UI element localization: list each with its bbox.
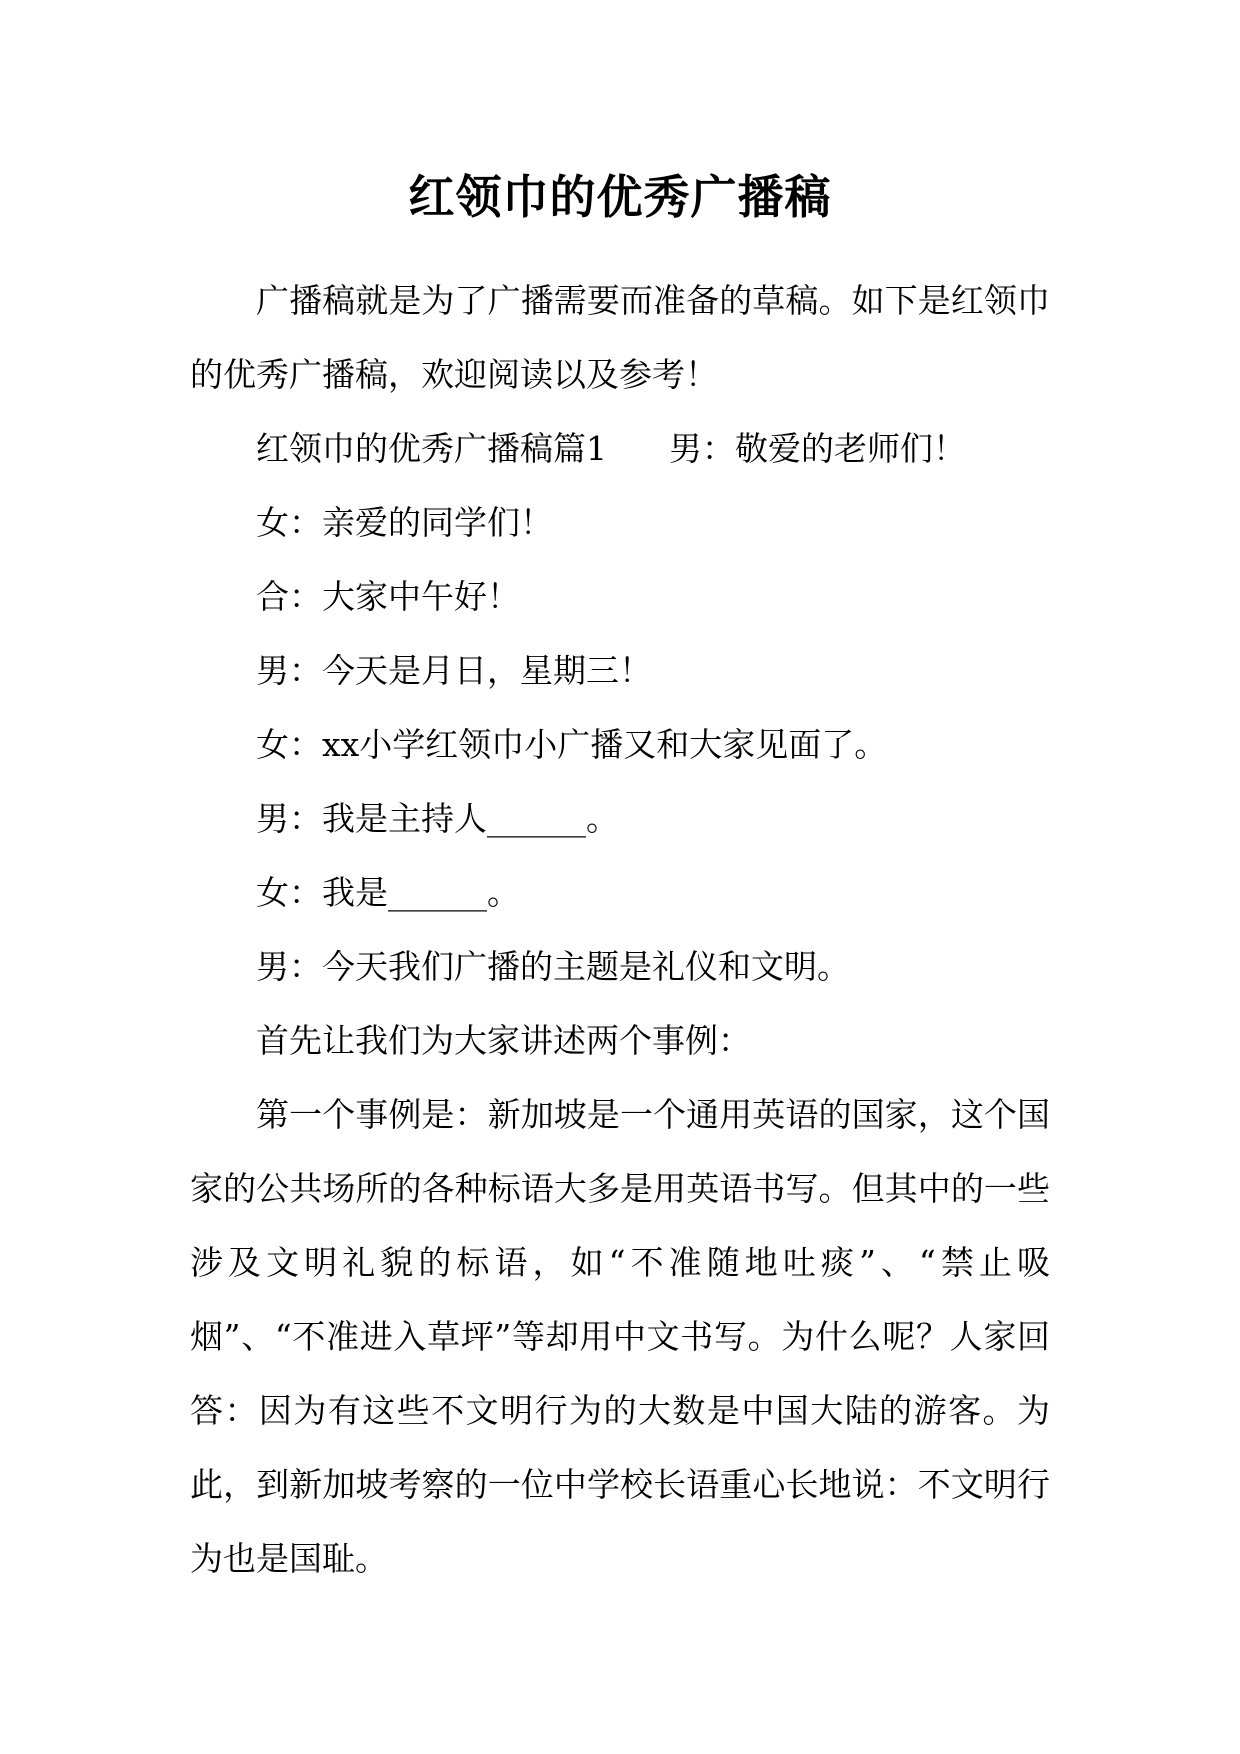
female-line-3 [190, 856, 1050, 930]
male-line-4: 男：今天我们广播的主题是礼仪和文明。 [256, 947, 850, 986]
first-example-paragraph: 第一个事例是：新加坡是一个通用英语的国家，这个国家的公共场所的各种标语大多是用英语书写。但其中的一些涉及文明礼貌的标语，如“不准随地吐痰”、“禁止吸烟”、“不准进入草坪”等却用中文书写。为什么呢？人家回答：因为有这些不文明行为的大数是中国大陆的游客。为此，到新加坡考察的一位中学校长语重心长地说：不文明行为也是国耻。 [190, 1095, 1050, 1578]
female-line-3-prefix: 女：我是 [256, 873, 388, 912]
examples-intro-line: 首先让我们为大家讲述两个事例： [256, 1021, 751, 1060]
female-line-1: 女：亲爱的同学们！ [256, 503, 553, 542]
male-line-3 [190, 782, 1050, 856]
host-name-blank: ______ [487, 799, 586, 838]
document-body [190, 264, 1050, 1596]
female-line-2: 女：xx小学红领巾小广播又和大家见面了。 [256, 725, 888, 764]
female-line-3-suffix: 。 [487, 873, 520, 912]
male-line-1: 男：敬爱的老师们！ [669, 429, 966, 468]
intro-paragraph: 广播稿就是为了广播需要而准备的草稿。如下是红领巾的优秀广播稿，欢迎阅读以及参考！ [190, 281, 1050, 394]
together-line: 合：大家中午好！ [256, 577, 520, 616]
host-name-blank-2: ______ [388, 873, 487, 912]
section-heading-line [190, 412, 1050, 486]
male-line-3-suffix: 。 [586, 799, 619, 838]
male-line-3-prefix: 男：我是主持人 [256, 799, 487, 838]
section-heading: 红领巾的优秀广播稿篇1 [256, 429, 607, 468]
male-line-2: 男：今天是月日，星期三！ [256, 651, 652, 690]
document-title: 红领巾的优秀广播稿 [408, 170, 832, 224]
